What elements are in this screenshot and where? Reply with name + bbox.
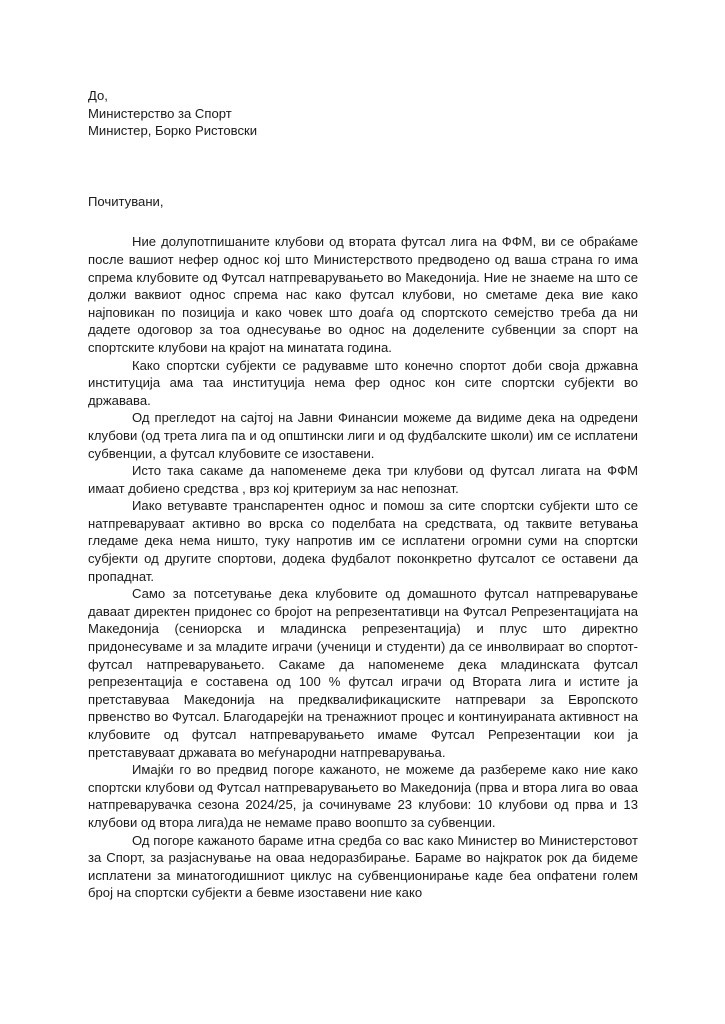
address-line-to: До, [88,88,108,103]
greeting: Почитувани, [88,193,164,209]
paragraph: Исто така сакаме да напоменеме дека три клубови од футсал лигата на ФФМ имаат добиено средства , врз кој критериум за нас непознат. [88,463,638,496]
address-line-minister: Министер, Борко Ристовски [88,123,258,139]
paragraph: Иако ветувавте транспарентен однос и помош за сите спортски субјекти што се натпреваруваат активно во врска со поделбата на средствата, од таквите ветувања гледаме дека нема ништо, туку напротив им се исплатени огромни суми на спортски субјекти од другите спортови, додека фудбалот поконкретно футсалот се оставени да пропаднат. [88,498,638,584]
letter-body [88,233,638,902]
address-line-ministry: Министерство за Спорт [88,105,232,121]
paragraph: Само за потсетување дека клубовите од домашното футсал натпреварување даваат директен придонес со бројот на репрезентативци на Футсал Репрезентацијата на Македонија (сениорска и младинска репрезентација) и плус што директно придонесуваме и за младите играчи (ученици и студенти) да се инволвираат во спортот-футсал натпреварувањето. Сакаме да напоменеме дека младинската футсал репрезентација е составена од 100 % футсал играчи од Втората лига и истите ја претставуваа Македонија на предквалификациските натпревари за Европското првенство во Футсал. Благодарејќи на тренажниот процес и континуираната активност на клубовите од футсал натпреварувањето имаме Футсал Репрезентации кои ја претставуваат државата во меѓународни натпреварувања. [88,586,638,760]
letter-page [88,87,638,902]
recipient-address [88,87,638,140]
paragraph: Од прегледот на сајтој на Јавни Финансии можеме да видиме дека на одредени клубови (од трета лига па и од општински лиги и од фудбалските школи) им се исплатени субвенции, а футсал клубовите се изоставени. [88,410,638,461]
paragraph: Имајќи го во предвид погоре кажаното, не можеме да разбереме како ние како спортски клубови од Футсал натпреварувањето во Македонија (прва и втора лига во оваа натпреварувачка сезона 2024/25, ја сочинуваме 23 клубови: 10 клубови од прва и 13 клубови од втора лига)да не немаме право воопшто за субвенции. [88,762,638,830]
paragraph: Како спортски субјекти се радувавме што конечно спортот доби своја државна институција ама таа институција нема фер однос кон сите спортски субјекти во државава. [88,357,638,408]
paragraph: Од погоре кажаното бараме итна средба со вас како Министер во Министерстовот за Спорт, за разјаснување на оваа недоразбирање. Бараме во најкраток рок да бидеме исплатени за минатогодишниот циклус на субвенционирање каде беа опфатени голем број на спортски субјекти а бевме изоставени ние како [88,832,638,901]
paragraph: Ние долупотпишаните клубови од втората футсал лига на ФФМ, ви се обраќаме после вашиот нефер однос кој што Министерството предводено од ваша страна го има спрема клубовите од Футсал натпреварувањето во Македонија. Ние не знаеме на што се должи ваквиот однос спрема нас како футсал клубови, но сметаме дека вие како најповикан по позиција и како човек што доаѓа од спортското семејство треба да ни дадете одоговор за тоа однесување во однос на доделените субвенции за спорт на спортските клубови на крајот на минатата година. [88,234,638,355]
